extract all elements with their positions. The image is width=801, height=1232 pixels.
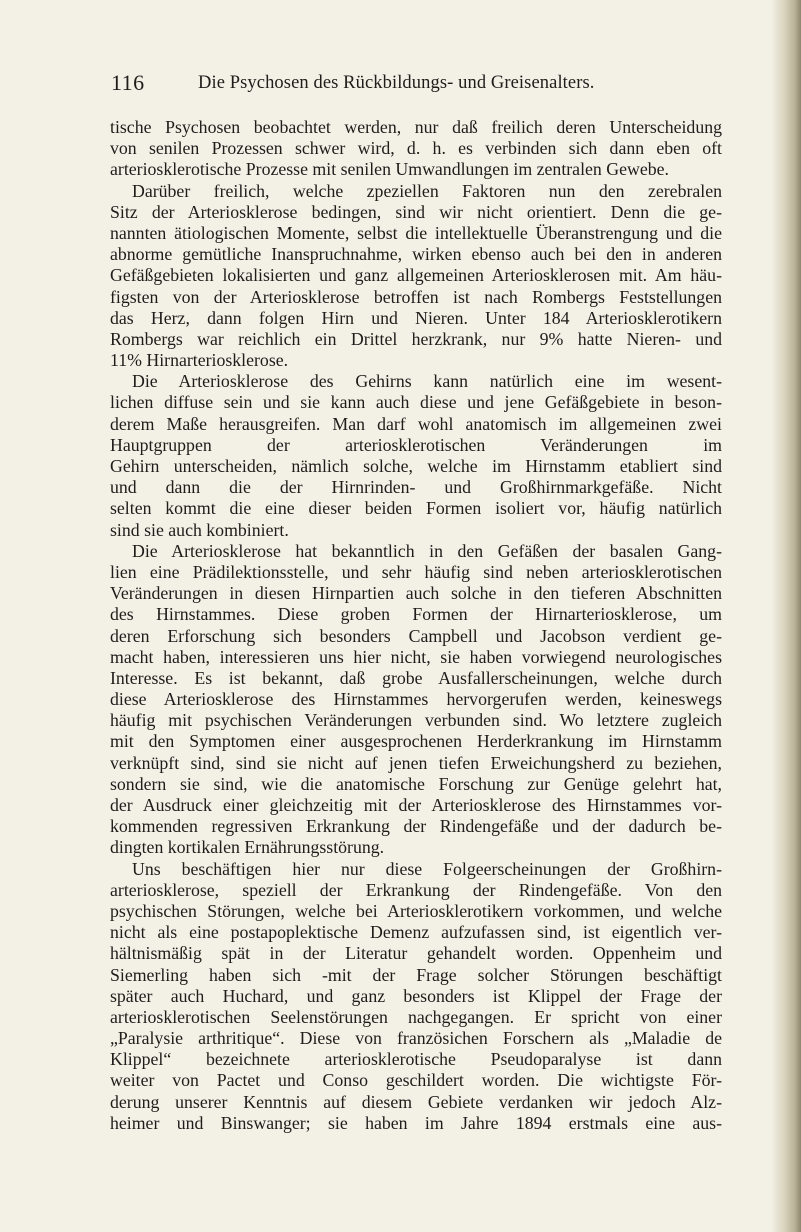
text-line: Sitz der Arteriosklerose bedingen, sind wir nicht orientiert. Denn die ge-: [110, 201, 722, 222]
text-line: derem Maße herausgreifen. Man darf wohl anatomisch im allgemeinen zwei: [110, 413, 722, 434]
text-line: psychischen Störungen, welche bei Arteriosklerotikern vorkommen, und welche: [110, 900, 722, 921]
text-line: Interesse. Es ist bekannt, daß grobe Ausfallerscheinungen, welche durch: [110, 667, 722, 688]
page-header: [111, 70, 721, 100]
text-line: später auch Huchard, und ganz besonders ist Klippel der Frage der: [110, 985, 722, 1006]
text-line: Uns beschäftigen hier nur diese Folgeerscheinungen der Großhirn-: [132, 858, 722, 879]
text-line: Gefäßgebieten lokalisierten und ganz allgemeinen Arteriosklerosen mit. Am häu-: [110, 265, 722, 286]
text-line: dingten kortikalen Ernährungsstörung.: [110, 837, 385, 858]
text-line: deren Erforschung sich besonders Campbell und Jacobson verdient ge-: [110, 625, 722, 646]
text-line: tische Psychosen beobachtet werden, nur daß freilich deren Unterscheidung: [110, 117, 722, 137]
text-line: von senilen Prozessen schwer wird, d. h. es verbinden sich dann eben oft: [110, 138, 722, 159]
text-line: arteriosklerose, speziell der Erkrankung der Rindengefäße. Von den: [110, 879, 722, 900]
text-line: nannten ätiologischen Momente, selbst die intellektuelle Überanstrengung und die: [110, 222, 722, 243]
text-line: und dann die der Hirnrinden- und Großhirnmarkgefäße. Nicht: [110, 477, 722, 498]
text-line: heimer und Binswanger; sie haben im Jahre 1894 erstmals eine aus-: [110, 1112, 722, 1133]
text-line: sind sie auch kombiniert.: [110, 519, 289, 540]
text-line: nicht als eine postapoplektische Demenz aufzufassen sind, ist eigentlich ver-: [110, 922, 722, 943]
text-line: abnorme gemütliche Inanspruchnahme, wirken ebenso auch bei den in anderen: [110, 244, 722, 265]
text-line: kommenden regressiven Erkrankung der Rindengefäße und der dadurch be-: [110, 816, 722, 837]
text-line: diese Arteriosklerose des Hirnstammes hervorgerufen werden, keineswegs: [110, 689, 722, 710]
page-number: 116: [111, 70, 145, 95]
text-line: Die Arteriosklerose des Gehirns kann natürlich eine im wesent-: [132, 371, 722, 392]
body-text: [110, 117, 722, 1134]
text-line: sondern sie sind, wie die anatomische Forschung zur Genüge gelehrt hat,: [110, 773, 722, 794]
text-line: arteriosklerotische Prozesse mit senilen Umwandlungen im zentralen Gewebe.: [110, 159, 669, 180]
text-line: derung unserer Kenntnis auf diesem Gebiete verdanken wir jedoch Alz-: [110, 1091, 722, 1112]
text-line: Klippel“ bezeichnete arteriosklerotische Pseudoparalyse ist dann: [110, 1049, 722, 1070]
text-line: Hauptgruppen der arteriosklerotischen Veränderungen im: [110, 434, 722, 455]
text-line: hältnismäßig spät in der Literatur gehandelt worden. Oppenheim und: [110, 943, 722, 964]
running-title: Die Psychosen des Rückbildungs- und Greisenalters.: [198, 73, 595, 93]
text-line: Rombergs war reichlich ein Drittel herzkrank, nur 9% hatte Nieren- und: [110, 328, 722, 349]
text-line: selten kommt die eine dieser beiden Formen isoliert vor, häufig natürlich: [110, 498, 722, 519]
text-line: häufig mit psychischen Veränderungen verbunden sind. Wo letztere zugleich: [110, 710, 722, 731]
text-line: Darüber freilich, welche zpeziellen Faktoren nun den zerebralen: [132, 180, 722, 201]
text-line: figsten von der Arteriosklerose betroffen ist nach Rombergs Feststellungen: [110, 286, 722, 307]
page-edge-shadow: [771, 0, 801, 1232]
text-line: arteriosklerotischen Seelenstörungen nachgegangen. Er spricht von einer: [110, 1006, 722, 1027]
text-line: macht haben, interessieren uns hier nicht, sie haben vorwiegend neurologisches: [110, 646, 722, 667]
text-line: verknüpft sind, sind sie nicht auf jenen tiefen Erweichungsherd zu beziehen,: [110, 752, 722, 773]
text-line: lien eine Prädilektionsstelle, und sehr häufig sind neben arteriosklerotischen: [110, 561, 722, 582]
text-line: der Ausdruck einer gleichzeitig mit der Arteriosklerose des Hirnstammes vor-: [110, 795, 722, 815]
text-line: Die Arteriosklerose hat bekanntlich in den Gefäßen der basalen Gang-: [132, 540, 722, 561]
text-line: Siemerling haben sich -mit der Frage solcher Störungen beschäftigt: [110, 964, 722, 985]
text-line: weiter von Pactet und Conso geschildert worden. Die wichtigste För-: [110, 1070, 722, 1091]
text-line: mit den Symptomen einer ausgesprochenen Herderkrankung im Hirnstamm: [110, 731, 722, 752]
text-line: das Herz, dann folgen Hirn und Nieren. Unter 184 Arteriosklerotikern: [110, 307, 722, 328]
text-line: Gehirn unterscheiden, nämlich solche, welche im Hirnstamm etabliert sind: [110, 456, 722, 476]
text-line: 11% Hirnarteriosklerose.: [110, 350, 289, 371]
text-line: „Paralysie arthritique“. Diese von französichen Forschern als „Maladie de: [110, 1028, 722, 1049]
text-line: des Hirnstammes. Diese groben Formen der Hirnarteriosklerose, um: [110, 604, 722, 625]
text-line: lichen diffuse sein und sie kann auch diese und jene Gefäßgebiete in beson-: [110, 392, 722, 413]
text-line: Veränderungen in diesen Hirnpartien auch solche in den tieferen Abschnitten: [110, 583, 722, 604]
